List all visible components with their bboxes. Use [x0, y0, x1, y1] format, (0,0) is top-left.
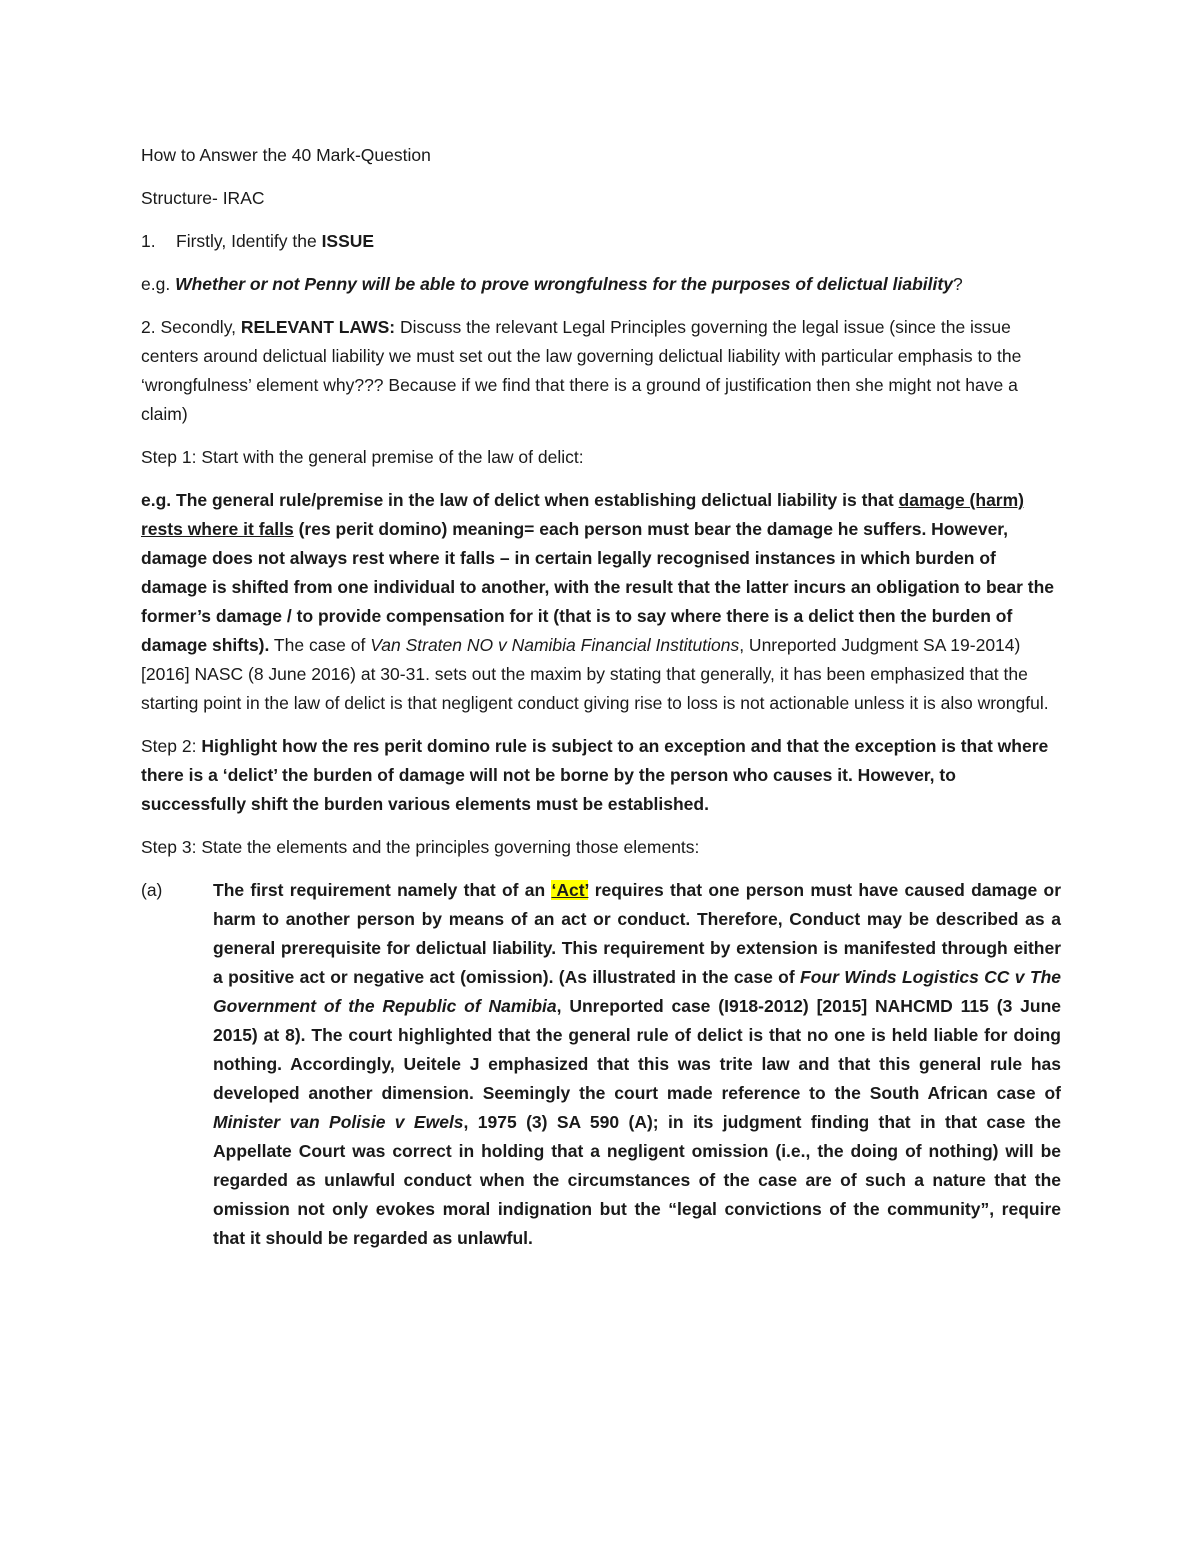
step-issue-text: Firstly, Identify the — [176, 231, 322, 251]
step1-bold-1: e.g. The general rule/premise in the law of delict when establishing delictual liability is that — [141, 490, 899, 510]
relevant-laws — [141, 313, 1061, 429]
step1-text-3: The case of — [269, 635, 371, 655]
step2 — [141, 732, 1061, 819]
element-a-marker: (a) — [141, 880, 163, 900]
element-a-case-2: Minister van Polisie v Ewels — [213, 1112, 464, 1132]
step1-text-4: , Unreported Judgment SA 19-2014) [2016] NASC (8 June 2016) at 30-31. sets out the maxim by stating that generally, it has been emphasized that the starting point in the law of delict is that negligent conduct giving rise to loss is not actionable unless it is also wrongful. — [141, 635, 1049, 713]
step1-body — [141, 486, 1061, 718]
relevant-laws-text: Discuss the relevant Legal Principles governing the legal issue (since the issue centers around delictual liability we must set out the law governing delictual liability with particular emphasis to the ‘wrongfulness’ element why??? Because if we find that there is a ground of justification then she might not have a claim) — [141, 317, 1022, 424]
issue-example-prefix: e.g. — [141, 274, 176, 294]
step2-prefix: Step 2: — [141, 736, 202, 756]
step-issue — [141, 227, 1061, 256]
relevant-laws-bold: RELEVANT LAWS: — [240, 317, 396, 337]
element-a-text-2: requires that one person must have caused damage or harm to another person by means of an act or conduct. Therefore, Conduct may be described as a general prerequisite for delictual liability. This requirement by extension is manifested through either a positive act or negative act (omission). (As illustrated in the case of — [213, 880, 1062, 987]
element-a-body — [213, 876, 1061, 1253]
structure-heading: Structure- IRAC — [141, 188, 265, 208]
element-a-text-4: , 1975 (3) SA 590 (A); in its judgment finding that in that case the Appellate Court was correct in holding that a negligent omission (i.e., the doing of nothing) will be regarded as unlawful conduct when the circumstances of the case are of such a nature that the omission not only evokes moral indignation but the “legal convictions of the community”, require that it should be regarded as unlawful. — [213, 1112, 1061, 1248]
document-title: How to Answer the 40 Mark-Question — [141, 145, 431, 165]
element-a-text-3: , Unreported case (I918-2012) [2015] NAHCMD 115 (3 June 2015) at 8). The court highlighted that the general rule of delict is that no one is held liable for doing nothing. Accordingly, Ueitele J emphasized that this was trite law and that this general rule has developed another dimension. Seemingly the court made reference to the South African case of — [213, 996, 1061, 1103]
issue-example-text: Whether or not Penny will be able to prove wrongfulness for the purposes of delictual liability — [175, 274, 953, 294]
step1-underlined: damage (harm) rests where it falls — [141, 490, 1024, 539]
list-number: 1. — [141, 231, 156, 251]
step3-heading: Step 3: State the elements and the principles governing those elements: — [141, 837, 700, 857]
element-a-text-1: The first requirement namely that of an — [213, 880, 552, 900]
issue-example-suffix: ? — [952, 274, 963, 294]
element-a — [141, 876, 1061, 1253]
relevant-laws-prefix: 2. Secondly, — [141, 317, 241, 337]
document-body — [141, 141, 1061, 1253]
issue-example — [141, 270, 1061, 299]
step1-case: Van Straten NO v Namibia Financial Institutions — [370, 635, 740, 655]
element-a-case-1: Four Winds Logistics CC v The Government of the Republic of Namibia — [213, 967, 1062, 1016]
step1-bold-2: (res perit domino) meaning= each person must bear the damage he suffers. However, damage does not always rest where it falls – in certain legally recognised instances in which burden of damage is shifted from one individual to another, with the result that the latter incurs an obligation to bear the former’s damage / to provide compensation for it (that is to say where there is a delict then the burden of damage shifts). — [141, 519, 1055, 655]
act-highlight: ‘Act’ — [551, 880, 589, 900]
step1-heading: Step 1: Start with the general premise of the law of delict: — [141, 447, 584, 467]
step2-bold: Highlight how the res perit domino rule is subject to an exception and that the exception is that where there is a ‘delict’ the burden of damage will not be borne by the person who causes it. However, to successfully shift the burden various elements must be established. — [141, 736, 1049, 814]
step-issue-bold: ISSUE — [321, 231, 375, 251]
